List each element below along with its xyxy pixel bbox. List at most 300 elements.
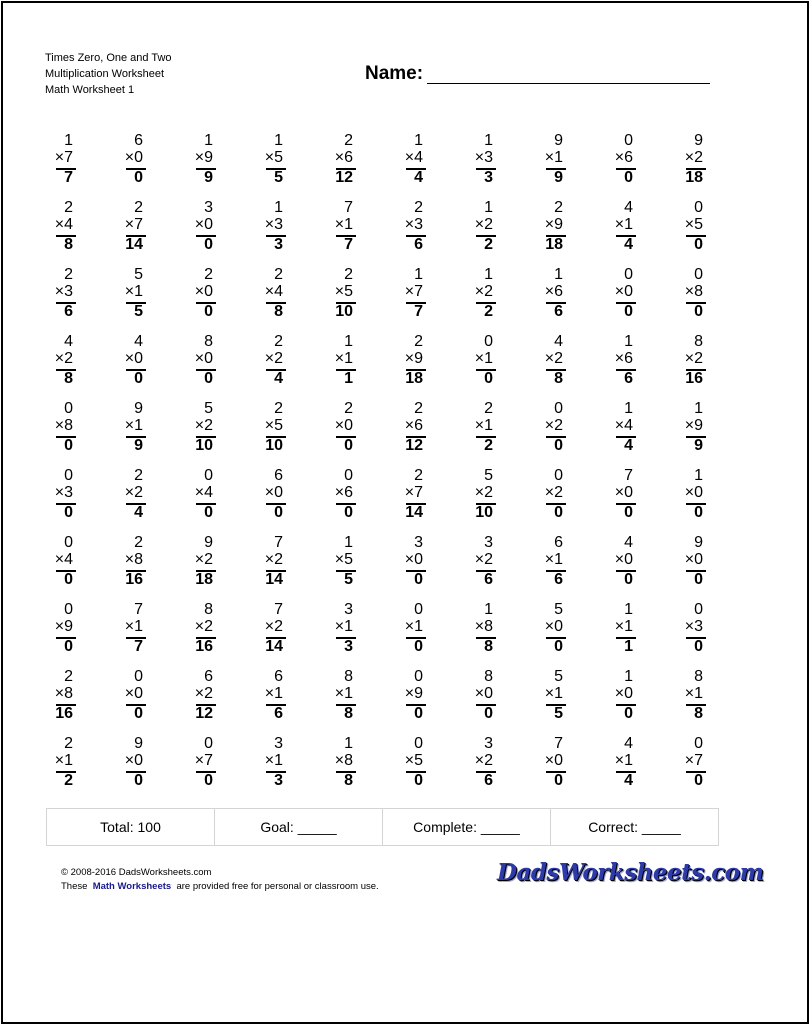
multiplier: ×1 bbox=[614, 618, 633, 635]
problem bbox=[254, 467, 286, 529]
problem bbox=[114, 668, 146, 730]
multiplicand: 0 bbox=[414, 601, 423, 618]
dadsworksheets-logo[interactable]: DadsWorksheets.com bbox=[497, 859, 764, 886]
multiplier: ×4 bbox=[264, 283, 283, 300]
multiplicand: 2 bbox=[204, 266, 213, 283]
multiplicand: 0 bbox=[554, 400, 563, 417]
multiplicand: 1 bbox=[344, 333, 353, 350]
multiplicand: 7 bbox=[554, 735, 563, 752]
answer: 6 bbox=[624, 370, 633, 387]
answer: 9 bbox=[134, 437, 143, 454]
answer: 10 bbox=[335, 303, 353, 320]
problem bbox=[114, 199, 146, 261]
answer: 1 bbox=[624, 638, 633, 655]
answer: 16 bbox=[125, 571, 143, 588]
answer: 0 bbox=[554, 437, 563, 454]
answer: 16 bbox=[685, 370, 703, 387]
worksheet-subtitle: Multiplication Worksheet bbox=[45, 68, 165, 80]
answer: 8 bbox=[64, 370, 73, 387]
multiplier: ×1 bbox=[544, 149, 563, 166]
goal-cell: Goal: _____ bbox=[215, 809, 383, 845]
answer: 7 bbox=[414, 303, 423, 320]
problem bbox=[44, 132, 76, 194]
problem bbox=[184, 132, 216, 194]
multiplier: ×2 bbox=[474, 551, 493, 568]
multiplicand: 6 bbox=[554, 534, 563, 551]
multiplicand: 0 bbox=[694, 199, 703, 216]
answer: 0 bbox=[134, 370, 143, 387]
multiplier: ×1 bbox=[614, 216, 633, 233]
problem-row bbox=[44, 534, 747, 596]
worksheet-title: Times Zero, One and Two bbox=[45, 52, 172, 64]
multiplicand: 7 bbox=[274, 534, 283, 551]
problem bbox=[254, 400, 286, 462]
multiplicand: 9 bbox=[134, 400, 143, 417]
answer: 0 bbox=[484, 705, 493, 722]
multiplier: ×3 bbox=[404, 216, 423, 233]
answer: 0 bbox=[274, 504, 283, 521]
total-cell: Total: 100 bbox=[47, 809, 215, 845]
problem bbox=[604, 534, 636, 596]
multiplicand: 0 bbox=[64, 400, 73, 417]
problem bbox=[464, 601, 496, 663]
multiplicand: 1 bbox=[484, 601, 493, 618]
answer: 0 bbox=[694, 638, 703, 655]
problem bbox=[184, 668, 216, 730]
answer: 0 bbox=[624, 169, 633, 186]
problem bbox=[394, 266, 426, 328]
problem bbox=[394, 467, 426, 529]
problem bbox=[394, 735, 426, 797]
multiplicand: 0 bbox=[484, 333, 493, 350]
answer: 8 bbox=[554, 370, 563, 387]
problem bbox=[324, 467, 356, 529]
answer: 0 bbox=[204, 370, 213, 387]
answer: 0 bbox=[554, 638, 563, 655]
multiplier: ×5 bbox=[264, 149, 283, 166]
multiplier: ×1 bbox=[404, 618, 423, 635]
multiplier: ×1 bbox=[264, 685, 283, 702]
answer: 18 bbox=[685, 169, 703, 186]
answer: 3 bbox=[274, 236, 283, 253]
problem bbox=[464, 199, 496, 261]
answer: 0 bbox=[414, 772, 423, 789]
multiplicand: 1 bbox=[274, 132, 283, 149]
problem bbox=[114, 735, 146, 797]
multiplier: ×7 bbox=[124, 216, 143, 233]
multiplier: ×1 bbox=[544, 685, 563, 702]
problem bbox=[184, 333, 216, 395]
problem bbox=[324, 333, 356, 395]
multiplier: ×0 bbox=[124, 149, 143, 166]
multiplicand: 0 bbox=[344, 467, 353, 484]
answer: 7 bbox=[64, 169, 73, 186]
problem bbox=[464, 735, 496, 797]
problem-row bbox=[44, 132, 747, 194]
multiplier: ×7 bbox=[194, 752, 213, 769]
answer: 7 bbox=[134, 638, 143, 655]
multiplier: ×2 bbox=[194, 618, 213, 635]
multiplicand: 4 bbox=[554, 333, 563, 350]
problem bbox=[184, 467, 216, 529]
multiplier: ×2 bbox=[544, 350, 563, 367]
multiplicand: 0 bbox=[414, 668, 423, 685]
multiplicand: 1 bbox=[554, 266, 563, 283]
multiplier: ×6 bbox=[614, 350, 633, 367]
multiplicand: 2 bbox=[134, 467, 143, 484]
problem bbox=[534, 132, 566, 194]
answer: 0 bbox=[204, 504, 213, 521]
problem bbox=[254, 668, 286, 730]
multiplicand: 0 bbox=[64, 467, 73, 484]
multiplicand: 6 bbox=[274, 668, 283, 685]
problem bbox=[604, 400, 636, 462]
multiplier: ×4 bbox=[614, 417, 633, 434]
multiplier: ×6 bbox=[334, 484, 353, 501]
answer: 0 bbox=[64, 638, 73, 655]
multiplicand: 1 bbox=[694, 467, 703, 484]
multiplier: ×7 bbox=[684, 752, 703, 769]
problem bbox=[604, 132, 636, 194]
problem bbox=[254, 132, 286, 194]
problem bbox=[324, 400, 356, 462]
footer-rest: are provided free for personal or classroom use. bbox=[176, 881, 379, 892]
complete-cell: Complete: _____ bbox=[383, 809, 551, 845]
answer: 0 bbox=[344, 504, 353, 521]
answer: 7 bbox=[344, 236, 353, 253]
answer: 5 bbox=[274, 169, 283, 186]
multiplier: ×4 bbox=[54, 551, 73, 568]
answer: 2 bbox=[484, 236, 493, 253]
multiplier: ×4 bbox=[194, 484, 213, 501]
multiplier: ×8 bbox=[54, 685, 73, 702]
problem bbox=[604, 735, 636, 797]
answer: 18 bbox=[405, 370, 423, 387]
worksheet-header bbox=[45, 50, 172, 98]
multiplier: ×7 bbox=[54, 149, 73, 166]
answer: 0 bbox=[624, 504, 633, 521]
multiplicand: 1 bbox=[624, 400, 633, 417]
multiplicand: 7 bbox=[624, 467, 633, 484]
answer: 5 bbox=[134, 303, 143, 320]
problem bbox=[324, 735, 356, 797]
footer-these: These bbox=[61, 881, 88, 892]
problem bbox=[324, 534, 356, 596]
problem bbox=[674, 333, 706, 395]
score-table bbox=[46, 808, 719, 846]
multiplier: ×0 bbox=[684, 551, 703, 568]
multiplicand: 0 bbox=[694, 266, 703, 283]
problem bbox=[44, 199, 76, 261]
answer: 0 bbox=[64, 571, 73, 588]
multiplicand: 0 bbox=[694, 735, 703, 752]
multiplier: ×3 bbox=[54, 484, 73, 501]
multiplicand: 7 bbox=[274, 601, 283, 618]
problem bbox=[184, 266, 216, 328]
answer: 8 bbox=[344, 705, 353, 722]
multiplicand: 4 bbox=[624, 735, 633, 752]
answer: 18 bbox=[545, 236, 563, 253]
multiplier: ×8 bbox=[474, 618, 493, 635]
correct-cell: Correct: _____ bbox=[588, 819, 681, 835]
multiplier: ×0 bbox=[474, 685, 493, 702]
answer: 0 bbox=[64, 504, 73, 521]
multiplicand: 0 bbox=[554, 467, 563, 484]
multiplicand: 5 bbox=[554, 668, 563, 685]
answer: 9 bbox=[204, 169, 213, 186]
multiplicand: 0 bbox=[64, 534, 73, 551]
problem bbox=[44, 400, 76, 462]
multiplicand: 4 bbox=[624, 199, 633, 216]
answer: 14 bbox=[265, 571, 283, 588]
multiplicand: 6 bbox=[204, 668, 213, 685]
multiplicand: 8 bbox=[204, 601, 213, 618]
multiplicand: 5 bbox=[134, 266, 143, 283]
problem bbox=[394, 132, 426, 194]
multiplier: ×2 bbox=[264, 551, 283, 568]
multiplicand: 2 bbox=[344, 132, 353, 149]
multiplicand: 2 bbox=[344, 400, 353, 417]
answer: 2 bbox=[64, 772, 73, 789]
multiplier: ×4 bbox=[404, 149, 423, 166]
multiplier: ×1 bbox=[334, 350, 353, 367]
multiplicand: 2 bbox=[414, 467, 423, 484]
multiplier: ×2 bbox=[264, 618, 283, 635]
answer: 14 bbox=[125, 236, 143, 253]
problem bbox=[534, 199, 566, 261]
problem bbox=[254, 199, 286, 261]
multiplier: ×3 bbox=[474, 149, 493, 166]
problem bbox=[604, 199, 636, 261]
multiplier: ×0 bbox=[194, 216, 213, 233]
multiplier: ×0 bbox=[194, 283, 213, 300]
problem bbox=[324, 601, 356, 663]
problem bbox=[394, 199, 426, 261]
problem bbox=[184, 534, 216, 596]
answer: 0 bbox=[134, 169, 143, 186]
problem bbox=[674, 199, 706, 261]
multiplicand: 1 bbox=[694, 400, 703, 417]
problem bbox=[464, 467, 496, 529]
multiplicand: 2 bbox=[414, 400, 423, 417]
multiplicand: 8 bbox=[694, 333, 703, 350]
footer-note bbox=[61, 880, 379, 894]
problem bbox=[394, 333, 426, 395]
problem bbox=[534, 735, 566, 797]
multiplier: ×2 bbox=[544, 417, 563, 434]
problem bbox=[44, 467, 76, 529]
multiplier: ×2 bbox=[474, 216, 493, 233]
answer: 8 bbox=[694, 705, 703, 722]
multiplicand: 2 bbox=[64, 668, 73, 685]
answer: 6 bbox=[484, 772, 493, 789]
multiplier: ×1 bbox=[614, 752, 633, 769]
answer: 12 bbox=[335, 169, 353, 186]
multiplier: ×1 bbox=[124, 283, 143, 300]
multiplier: ×0 bbox=[544, 618, 563, 635]
problem bbox=[534, 668, 566, 730]
problem bbox=[534, 534, 566, 596]
multiplier: ×2 bbox=[684, 350, 703, 367]
multiplicand: 2 bbox=[64, 266, 73, 283]
answer: 0 bbox=[554, 772, 563, 789]
answer: 6 bbox=[274, 705, 283, 722]
multiplier: ×7 bbox=[404, 484, 423, 501]
multiplicand: 2 bbox=[134, 534, 143, 551]
multiplicand: 5 bbox=[554, 601, 563, 618]
answer: 6 bbox=[554, 303, 563, 320]
problem-row bbox=[44, 467, 747, 529]
answer: 12 bbox=[195, 705, 213, 722]
multiplier: ×5 bbox=[264, 417, 283, 434]
multiplicand: 1 bbox=[484, 199, 493, 216]
problem bbox=[464, 400, 496, 462]
problem bbox=[114, 601, 146, 663]
multiplicand: 9 bbox=[694, 132, 703, 149]
problem bbox=[114, 467, 146, 529]
multiplier: ×2 bbox=[194, 417, 213, 434]
multiplicand: 3 bbox=[414, 534, 423, 551]
multiplicand: 4 bbox=[624, 534, 633, 551]
multiplicand: 5 bbox=[204, 400, 213, 417]
problem bbox=[534, 601, 566, 663]
multiplier: ×1 bbox=[334, 216, 353, 233]
answer: 4 bbox=[274, 370, 283, 387]
answer: 6 bbox=[484, 571, 493, 588]
multiplier: ×2 bbox=[194, 551, 213, 568]
name-label: Name: bbox=[365, 63, 424, 84]
multiplier: ×8 bbox=[334, 752, 353, 769]
problem bbox=[674, 601, 706, 663]
multiplicand: 1 bbox=[64, 132, 73, 149]
problem bbox=[534, 333, 566, 395]
problem bbox=[604, 668, 636, 730]
multiplicand: 1 bbox=[344, 735, 353, 752]
problem bbox=[464, 534, 496, 596]
multiplicand: 0 bbox=[414, 735, 423, 752]
answer: 8 bbox=[274, 303, 283, 320]
problem-row bbox=[44, 668, 747, 730]
answer: 8 bbox=[484, 638, 493, 655]
multiplicand: 3 bbox=[204, 199, 213, 216]
multiplier: ×1 bbox=[334, 685, 353, 702]
answer: 0 bbox=[204, 303, 213, 320]
multiplier: ×1 bbox=[474, 417, 493, 434]
multiplicand: 8 bbox=[484, 668, 493, 685]
answer: 6 bbox=[554, 571, 563, 588]
multiplicand: 9 bbox=[134, 735, 143, 752]
multiplier: ×2 bbox=[194, 685, 213, 702]
multiplicand: 1 bbox=[414, 132, 423, 149]
problem bbox=[184, 601, 216, 663]
multiplicand: 1 bbox=[624, 668, 633, 685]
problem bbox=[464, 132, 496, 194]
problem bbox=[674, 668, 706, 730]
problem bbox=[324, 199, 356, 261]
multiplier: ×0 bbox=[614, 283, 633, 300]
multiplier: ×2 bbox=[474, 283, 493, 300]
problem bbox=[604, 333, 636, 395]
problem bbox=[604, 266, 636, 328]
multiplicand: 5 bbox=[484, 467, 493, 484]
multiplicand: 7 bbox=[134, 601, 143, 618]
answer: 2 bbox=[484, 303, 493, 320]
multiplier: ×1 bbox=[474, 350, 493, 367]
multiplicand: 2 bbox=[64, 199, 73, 216]
answer: 0 bbox=[694, 236, 703, 253]
multiplier: ×9 bbox=[544, 216, 563, 233]
multiplicand: 2 bbox=[484, 400, 493, 417]
multiplicand: 0 bbox=[204, 735, 213, 752]
multiplicand: 0 bbox=[134, 668, 143, 685]
problem bbox=[44, 601, 76, 663]
multiplicand: 4 bbox=[64, 333, 73, 350]
problem bbox=[674, 132, 706, 194]
multiplicand: 0 bbox=[64, 601, 73, 618]
answer: 1 bbox=[344, 370, 353, 387]
answer: 10 bbox=[195, 437, 213, 454]
problem bbox=[604, 467, 636, 529]
answer: 2 bbox=[484, 437, 493, 454]
multiplier: ×9 bbox=[684, 417, 703, 434]
multiplicand: 9 bbox=[204, 534, 213, 551]
answer: 10 bbox=[475, 504, 493, 521]
multiplicand: 8 bbox=[694, 668, 703, 685]
answer: 0 bbox=[624, 303, 633, 320]
multiplicand: 1 bbox=[484, 266, 493, 283]
worksheet-page bbox=[1, 1, 809, 1024]
multiplier: ×0 bbox=[194, 350, 213, 367]
problem bbox=[254, 735, 286, 797]
answer: 0 bbox=[484, 370, 493, 387]
footer bbox=[61, 866, 379, 894]
multiplier: ×3 bbox=[684, 618, 703, 635]
multiplicand: 9 bbox=[554, 132, 563, 149]
multiplier: ×2 bbox=[264, 350, 283, 367]
problem bbox=[44, 333, 76, 395]
answer: 4 bbox=[624, 772, 633, 789]
multiplier: ×6 bbox=[614, 149, 633, 166]
multiplier: ×0 bbox=[334, 417, 353, 434]
multiplicand: 3 bbox=[484, 534, 493, 551]
multiplier: ×6 bbox=[544, 283, 563, 300]
problem-row bbox=[44, 735, 747, 797]
answer: 8 bbox=[344, 772, 353, 789]
problem bbox=[254, 534, 286, 596]
multiplicand: 0 bbox=[694, 601, 703, 618]
multiplier: ×7 bbox=[404, 283, 423, 300]
multiplicand: 1 bbox=[414, 266, 423, 283]
multiplicand: 6 bbox=[134, 132, 143, 149]
multiplier: ×5 bbox=[334, 283, 353, 300]
problem bbox=[534, 266, 566, 328]
multiplier: ×6 bbox=[404, 417, 423, 434]
multiplicand: 1 bbox=[624, 601, 633, 618]
multiplier: ×1 bbox=[684, 685, 703, 702]
multiplier: ×3 bbox=[54, 283, 73, 300]
math-worksheets-link[interactable]: Math Worksheets bbox=[92, 881, 172, 892]
answer: 16 bbox=[195, 638, 213, 655]
problem-row bbox=[44, 266, 747, 328]
problem bbox=[674, 735, 706, 797]
problem bbox=[184, 400, 216, 462]
problem bbox=[114, 266, 146, 328]
answer: 0 bbox=[624, 705, 633, 722]
multiplier: ×5 bbox=[684, 216, 703, 233]
answer: 18 bbox=[195, 571, 213, 588]
multiplier: ×5 bbox=[334, 551, 353, 568]
multiplicand: 1 bbox=[204, 132, 213, 149]
